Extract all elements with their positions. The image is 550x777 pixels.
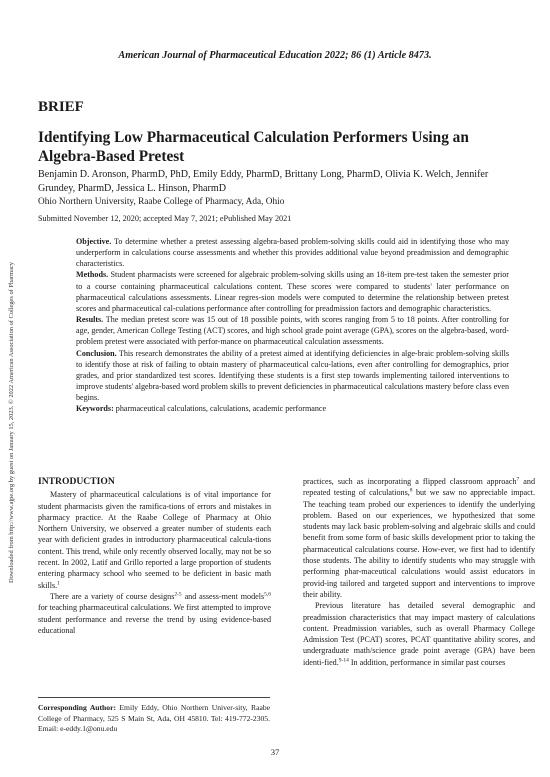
objective-label: Objective. [76, 237, 112, 246]
affiliation: Ohio Northern University, Raabe College of Pharmacy, Ada, Ohio [38, 197, 285, 207]
right-p1b-text: and repeated testing of calculations, [303, 477, 535, 498]
introduction-heading: INTRODUCTION [38, 476, 115, 487]
citation-9-14: 9-14 [338, 657, 349, 664]
citation-5-6: 5,6 [264, 591, 271, 598]
journal-header: American Journal of Pharmaceutical Education 2022; 86 (1) Article 8473. [118, 50, 432, 61]
keywords-text: pharmaceutical calculations, calculations, academic performance [113, 404, 327, 414]
author-list: Benjamin D. Aronson, PharmD, PhD, Emily Eddy, PharmD, Brittany Long, PharmD, Olivia K. Welch, Jennifer Grundey, PharmD, Jessica L. Hinson, PharmD [38, 169, 489, 194]
citation-1: 1 [57, 579, 60, 586]
citation-8: 8 [409, 487, 413, 494]
citation-7: 7 [516, 476, 520, 483]
corresponding-author [38, 703, 270, 735]
abstract-results [76, 314, 509, 347]
intro-paragraph-2 [38, 591, 271, 636]
objective-text: To determine whether a pretest assessing algebra-based problem-solving skills could aid in identifying those who may underperform in calculations course assessments and whether this provides additional value beyond preadmission and demographic characteristics. [76, 237, 509, 269]
footnote-divider [38, 697, 270, 698]
methods-text: Student pharmacists were screened for algebraic problem-solving skills using an 18-item pre-test taken the semester prior to a course containing pharmaceutical calculations content. These scores were compared to students' later performance on pharmaceutical calculations assessments. Linear regres-sion models were computed to determine the relationship between pretest scores and pharmaceutical cal-culations performance after controlling for preadmission factors and demographic characteristics. [76, 270, 509, 313]
results-label: Results. [76, 315, 104, 325]
results-text: The median pretest score was 15 out of 18 possible points, with scores ranging from 5 to 18 points. After controlling for age, gender, American College Testing (ACT) scores, and high school grade point average (GPA), scores on the algebra-based, word-problem pretest were associated with perfor-mance on pharmaceutical calculation assessments. [76, 315, 509, 347]
methods-label: Methods. [76, 270, 109, 280]
conclusion-label: Conclusion. [76, 348, 117, 358]
column-right [303, 476, 535, 668]
abstract [76, 236, 509, 415]
download-sidebar-notice: Downloaded from http://www.ajpe.org by guest on January 15, 2023. © 2022 American Association of Colleges of Pharmacy [8, 262, 15, 583]
intro-p1-text: Mastery of pharmaceutical calculations is of vital importance for student pharmacists given the ramifica-tions of errors and mistakes in pharmacy practice. At the Raabe College of Pharmacy at Ohio Northern University, we observed a greater number of students each year with deficient grades in introductory pharmaceutical calcula-tions content. This trend, while only recently observed locally, may not be so recent. In 2002, Latif and Grillo reported a large proportion of students entering pharmacy school who seemed to be deficient in basic math skills. [38, 490, 271, 590]
intro-p2c-text: for teaching pharmaceutical calculations. We first attempted to improve student performance and reverse the trend by using evidence-based educational [38, 603, 271, 635]
right-p2a-text: Previous literature has detailed several demographic and preadmission characteristics that may impact mastery of calculations content. Preadmission variables, such as overall Pharmacy College Admission Test (PCAT) scores, PCAT quantitative ability scores, and undergraduate math/science grade point average (GPA) have been identi-fied. [303, 601, 535, 667]
abstract-objective [76, 236, 509, 269]
intro-p2a-text: There are a variety of course designs [50, 591, 175, 601]
abstract-conclusion [76, 348, 509, 404]
abstract-methods [76, 269, 509, 314]
submission-dates: Submitted November 12, 2020; accepted May 7, 2021; ePublished May 2021 [38, 214, 292, 223]
right-paragraph-1 [303, 476, 535, 600]
page-number: 37 [270, 747, 280, 757]
right-p2b-text: In addition, performance in similar past courses [348, 657, 506, 667]
article-title: Identifying Low Pharmaceutical Calculation Performers Using an Algebra-Based Pretest [38, 129, 469, 165]
keywords-label: Keywords: [76, 404, 114, 414]
right-p1a-text: practices, such as incorporating a flipped classroom approach [303, 477, 517, 486]
intro-paragraph-1 [38, 489, 271, 591]
corresponding-label: Corresponding Author: [38, 703, 116, 712]
column-left [38, 476, 271, 636]
right-paragraph-2 [303, 600, 535, 668]
intro-p2b-text: and assess-ment models [181, 591, 265, 601]
section-label: BRIEF [38, 99, 84, 115]
conclusion-text: This research demonstrates the ability of a pretest aimed at identifying deficiencies in alge-braic problem-solving skills to identify those at risk of failing to obtain mastery of pharmaceutical calcu-lations, even after controlling for demographics, prior grades, and prior standardized test scores. Identifying these students is a first step towards implementing tailored interventions to improve students' algebra-based word problem skills to prevent deficiencies in pharmaceutical calculations mastery before class even begins. [76, 348, 509, 403]
abstract-keywords [76, 403, 509, 414]
corresponding-text: Emily Eddy, Ohio Northern Univer-sity, Raabe College of Pharmacy, 525 S Main St, Ada, OH 45810. Tel: 419-772-2305. Email: e-eddy.1@onu.edu [38, 703, 270, 734]
citation-2-5: 2-5 [174, 591, 182, 598]
right-p1c-text: but we saw no appreciable impact. The teaching team probed our experiences to identify the underlying problem. Based on our experiences, we hypothesized that some students may lack basic problem-solving and algebraic skills and could benefit from some form of basic skills development prior to taking the pharmaceutical calculations course. How-ever, we first had to identify those students. The ability to identify students who may struggle with performing phar-maceutical calculations would assist educators in provid-ing tailored and targeted support and interventions to improve their ability. [303, 488, 536, 599]
